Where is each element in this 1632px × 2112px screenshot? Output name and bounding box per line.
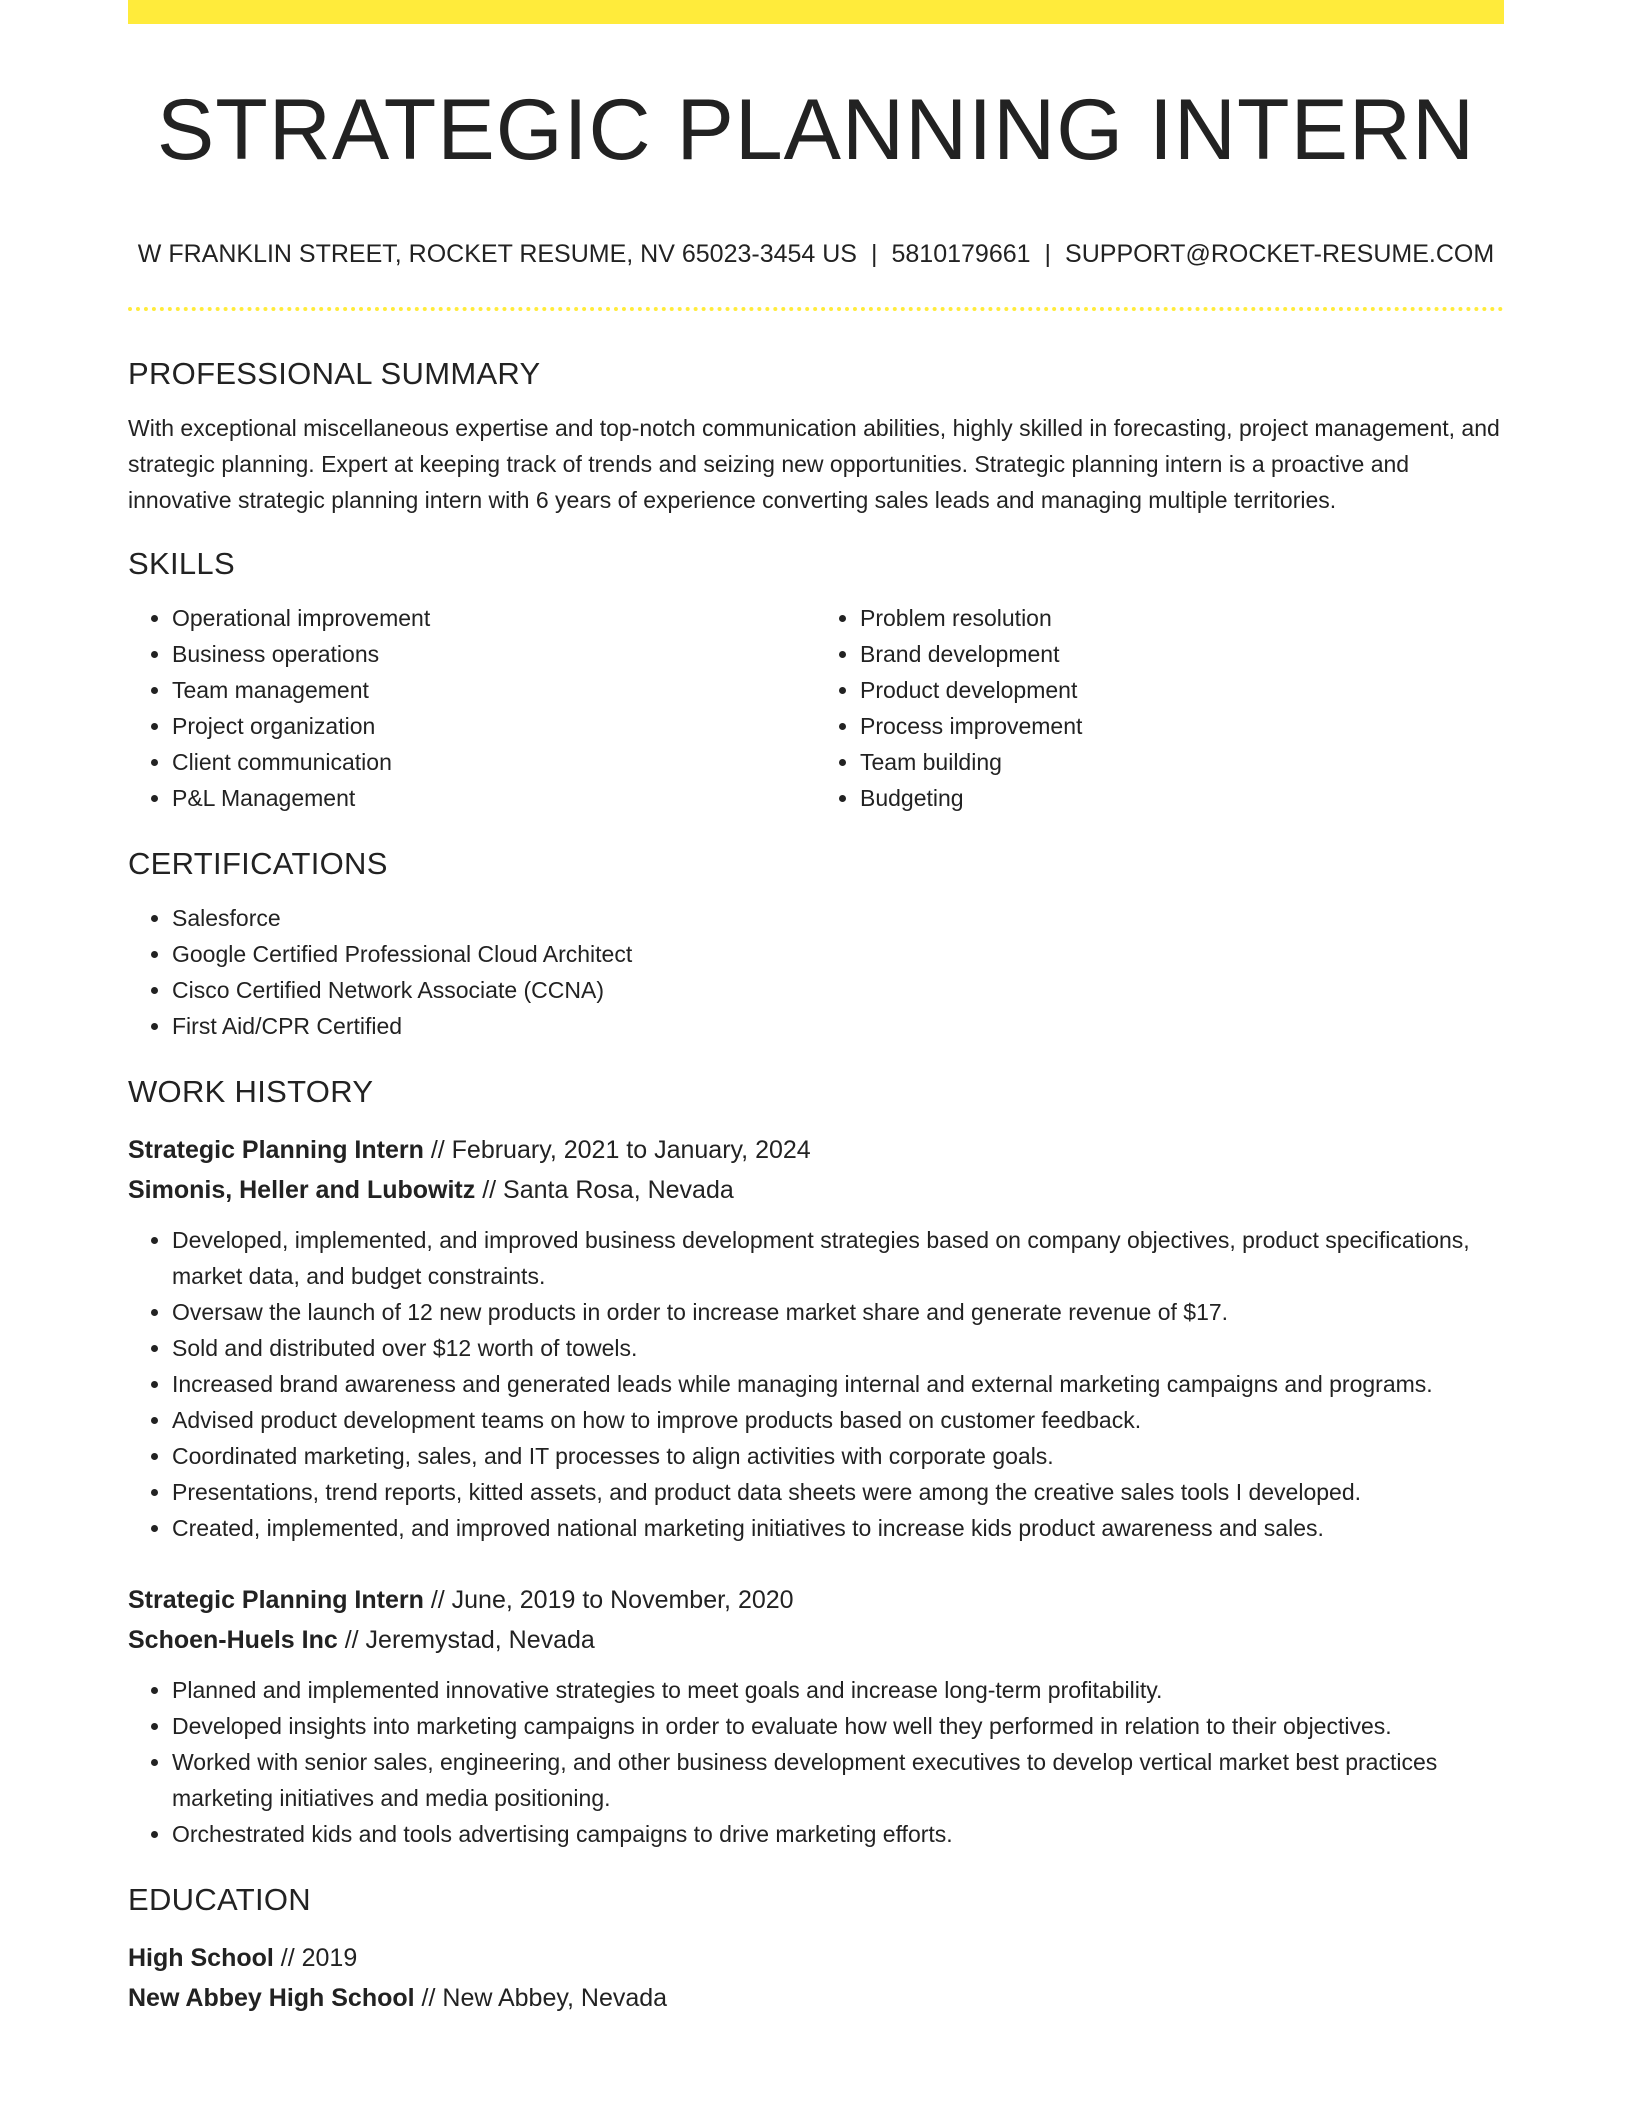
job-company-line (128, 1620, 1504, 1660)
section-heading: WORK HISTORY (128, 1074, 374, 1109)
education-school-line (128, 1978, 1504, 2018)
certifications-section (128, 842, 1504, 1044)
section-heading: CERTIFICATIONS (128, 846, 388, 881)
skill-item: • Business operations (172, 636, 816, 672)
job-bullet: • Worked with senior sales, engineering, and other business development executives to develop vertical market best practices marketing initiatives and media positioning. (172, 1744, 1504, 1816)
skill-item: • Project organization (172, 708, 816, 744)
skill-item: • P&L Management (172, 780, 816, 816)
skill-item: • Team building (860, 744, 1504, 780)
education-degree-line (128, 1938, 1504, 1978)
contact-line (128, 236, 1504, 272)
job-bullet: • Planned and implemented innovative strategies to meet goals and increase long-term profitability. (172, 1672, 1504, 1708)
job-bullet: • Orchestrated kids and tools advertising campaigns to drive marketing efforts. (172, 1816, 1504, 1852)
dotted-divider (128, 307, 1504, 311)
education-year: // 2019 (273, 1944, 358, 1972)
skill-item: • Budgeting (860, 780, 1504, 816)
resume-name: STRATEGIC PLANNING INTERN (156, 82, 1476, 178)
job-title: Strategic Planning Intern (128, 1586, 424, 1614)
education-entry (128, 1938, 1504, 2018)
job-entry (128, 1580, 1504, 1852)
job-location: // Jeremystad, Nevada (337, 1626, 595, 1654)
education-degree: High School (128, 1944, 274, 1972)
skill-item: • Operational improvement (172, 600, 816, 636)
job-dates: // February, 2021 to January, 2024 (423, 1136, 811, 1164)
contact-address: W FRANKLIN STREET, ROCKET RESUME, NV 65023-3454 US (137, 240, 857, 268)
skill-item: • Product development (860, 672, 1504, 708)
contact-separator: | (1044, 240, 1052, 268)
skill-item: • Brand development (860, 636, 1504, 672)
job-bullet: • Developed insights into marketing campaigns in order to evaluate how well they performed in relation to their objectives. (172, 1708, 1504, 1744)
job-title: Strategic Planning Intern (128, 1136, 424, 1164)
contact-phone: 5810179661 (891, 240, 1031, 268)
job-entry (128, 1130, 1504, 1546)
job-bullet: • Developed, implemented, and improved business development strategies based on company objectives, product specifications, market data, and budget constraints. (172, 1222, 1504, 1294)
skills-list-right (816, 600, 1504, 816)
skills-list-left (128, 600, 816, 816)
job-title-line (128, 1130, 1504, 1170)
job-bullet: • Oversaw the launch of 12 new products in order to increase market share and generate revenue of $17. (172, 1294, 1504, 1330)
accent-bar (128, 0, 1504, 24)
skill-item: • Problem resolution (860, 600, 1504, 636)
job-bullet: • Advised product development teams on how to improve products based on customer feedback. (172, 1402, 1504, 1438)
job-company: Schoen-Huels Inc (128, 1626, 338, 1654)
job-location: // Santa Rosa, Nevada (475, 1176, 734, 1204)
job-company-line (128, 1170, 1504, 1210)
summary-text: With exceptional miscellaneous expertise and top-notch communication abilities, highly skilled in forecasting, project management, and strategic planning. Expert at keeping track of trends and seizing new opportunities. Strategic planning intern is a proactive and innovative strategic planning intern with 6 years of experience converting sales leads and managing multiple territories. (128, 415, 1500, 513)
job-bullets (128, 1672, 1504, 1852)
work-history-section (128, 1070, 1504, 1852)
skill-item: • Client communication (172, 744, 816, 780)
skill-item: • Process improvement (860, 708, 1504, 744)
certification-item: • Cisco Certified Network Associate (CCNA) (172, 972, 1504, 1008)
job-bullets (128, 1222, 1504, 1546)
resume-body (128, 352, 1504, 2018)
section-heading: EDUCATION (128, 1882, 311, 1917)
skills-section (128, 542, 1504, 816)
contact-email: SUPPORT@ROCKET-RESUME.COM (1065, 240, 1495, 268)
skills-columns (128, 600, 1504, 816)
education-location: // New Abbey, Nevada (414, 1984, 668, 2012)
job-bullet: • Sold and distributed over $12 worth of towels. (172, 1330, 1504, 1366)
summary-section (128, 352, 1504, 518)
skill-item: • Team management (172, 672, 816, 708)
certifications-list (128, 900, 1504, 1044)
contact-separator: | (871, 240, 878, 268)
job-bullet: • Increased brand awareness and generated leads while managing internal and external marketing campaigns and programs. (172, 1366, 1504, 1402)
education-school: New Abbey High School (128, 1984, 415, 2012)
certification-item: • First Aid/CPR Certified (172, 1008, 1504, 1044)
job-bullet: • Created, implemented, and improved national marketing initiatives to increase kids product awareness and sales. (172, 1510, 1504, 1546)
job-dates: // June, 2019 to November, 2020 (423, 1586, 794, 1614)
job-bullet: • Presentations, trend reports, kitted assets, and product data sheets were among the creative sales tools I developed. (172, 1474, 1504, 1510)
section-heading: SKILLS (128, 546, 235, 581)
job-title-line (128, 1580, 1504, 1620)
education-section (128, 1878, 1504, 2018)
job-bullet: • Coordinated marketing, sales, and IT processes to align activities with corporate goals. (172, 1438, 1504, 1474)
certification-item: • Google Certified Professional Cloud Architect (172, 936, 1504, 972)
certification-item: • Salesforce (172, 900, 1504, 936)
job-company: Simonis, Heller and Lubowitz (128, 1176, 476, 1204)
section-heading: PROFESSIONAL SUMMARY (128, 356, 541, 391)
